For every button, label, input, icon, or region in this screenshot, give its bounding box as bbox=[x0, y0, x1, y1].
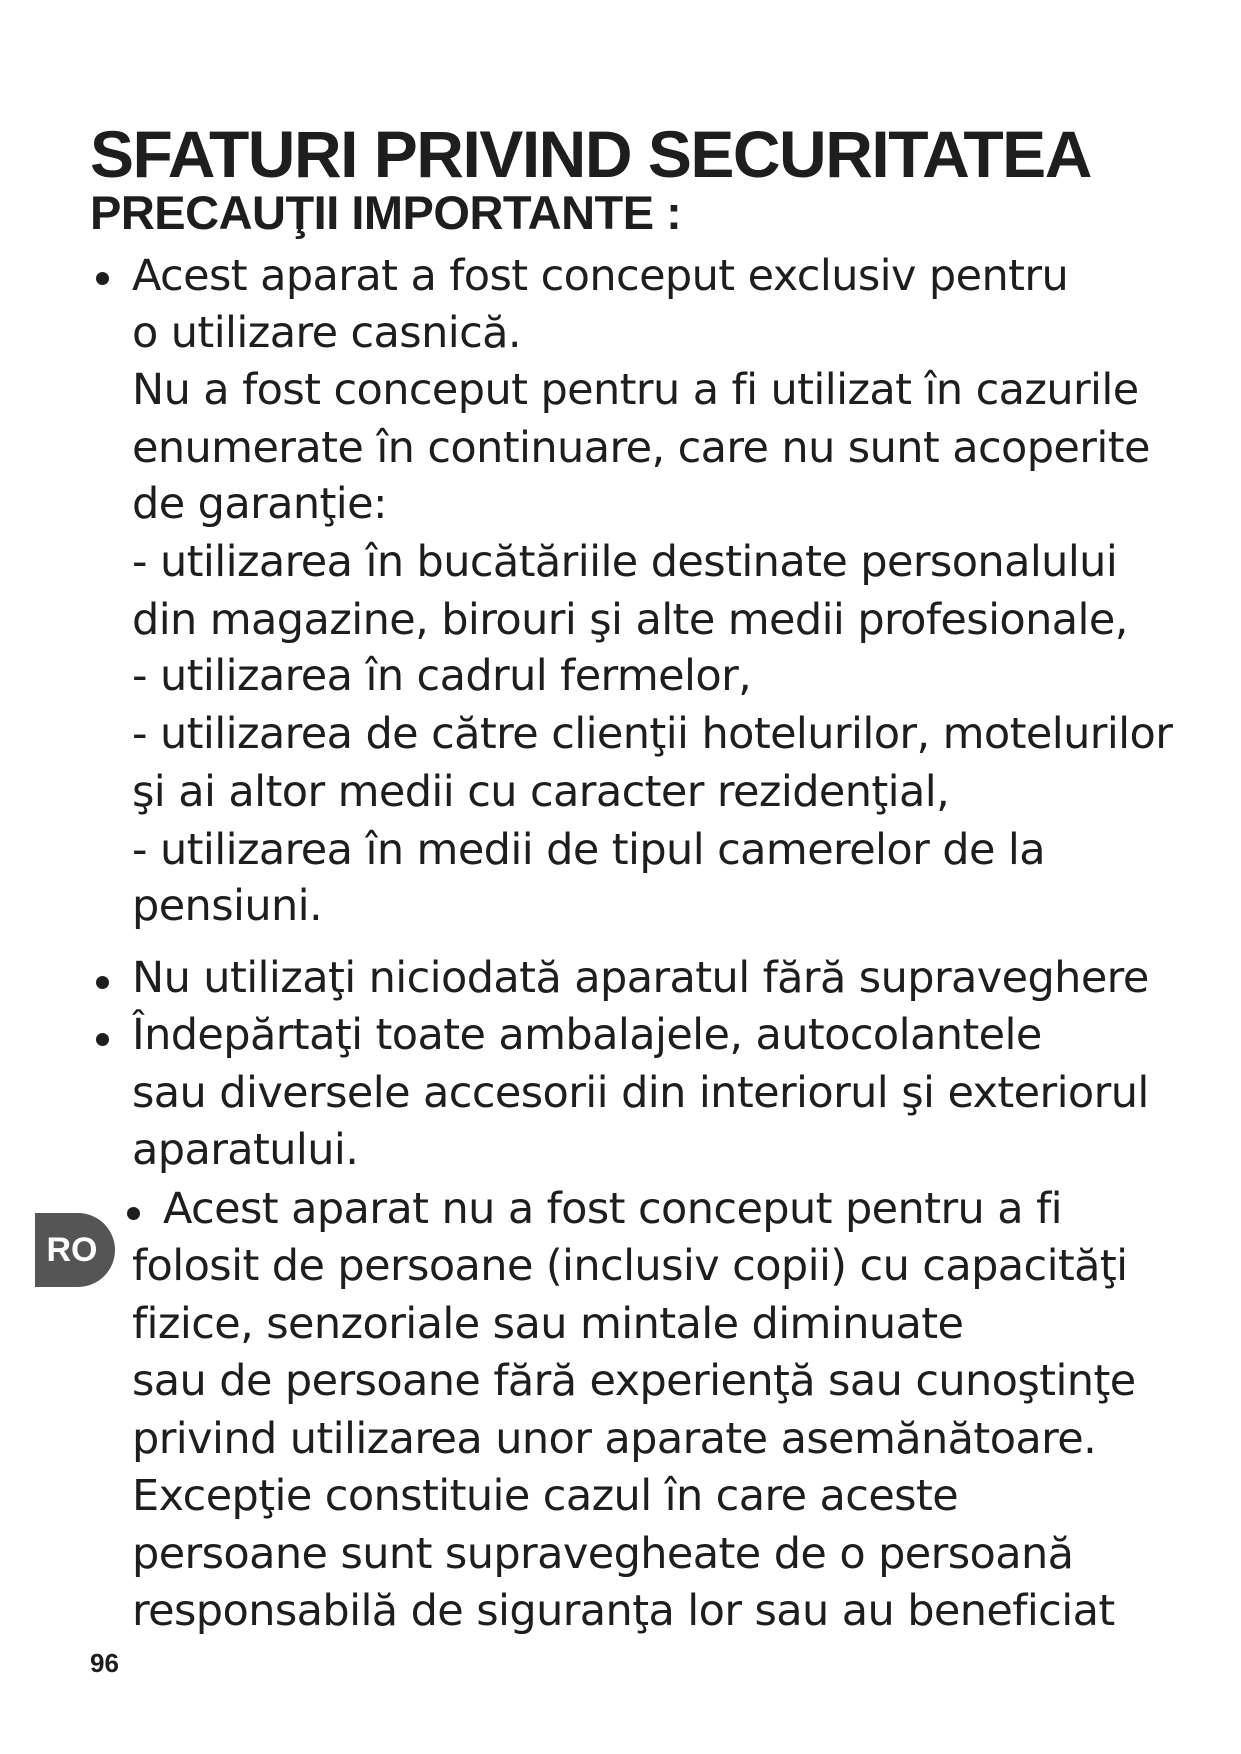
page-number: 96 bbox=[90, 1648, 119, 1678]
text-line: - utilizarea în bucătăriile destinate personalului bbox=[132, 537, 1118, 587]
text-line: din magazine, birouri şi alte medii profesionale, bbox=[132, 595, 1128, 645]
page-title: SFATURI PRIVIND SECURITATEA bbox=[90, 117, 1091, 191]
bullet-icon bbox=[96, 1033, 109, 1046]
text-line: fizice, senzoriale sau mintale diminuate bbox=[132, 1299, 964, 1349]
text-line: aparatului. bbox=[132, 1125, 359, 1175]
text-line: Nu utilizaţi niciodată aparatul fără supraveghere bbox=[132, 953, 1149, 1003]
bullet-icon bbox=[96, 976, 109, 989]
text-line: persoane sunt supravegheate de o persoană bbox=[132, 1529, 1074, 1579]
text-line: - utilizarea de către clienţii hotelurilor, motelurilor bbox=[132, 709, 1173, 759]
text-line: Îndepărtaţi toate ambalajele, autocolantele bbox=[132, 1010, 1042, 1060]
text-line: şi ai altor medii cu caracter rezidenţial, bbox=[132, 767, 950, 817]
text-line: - utilizarea în cadrul fermelor, bbox=[132, 651, 752, 701]
language-tab: RO bbox=[35, 1213, 115, 1287]
text-line: folosit de persoane (inclusiv copii) cu capacităţi bbox=[132, 1241, 1128, 1291]
text-line: de garanţie: bbox=[132, 479, 387, 529]
text-line: sau diversele accesorii din interiorul şi exteriorul bbox=[132, 1068, 1149, 1118]
text-line: o utilizare casnică. bbox=[132, 308, 521, 358]
text-line: Nu a fost conceput pentru a fi utilizat în cazurile bbox=[132, 365, 1139, 415]
text-line: pensiuni. bbox=[132, 881, 323, 931]
bullet-icon bbox=[127, 1207, 140, 1220]
text-line: Acest aparat nu a fost conceput pentru a fi bbox=[163, 1184, 1062, 1234]
text-line: sau de persoane fără experienţă sau cunoştinţe bbox=[132, 1356, 1136, 1406]
text-line: Excepţie constituie cazul în care aceste bbox=[132, 1471, 959, 1521]
text-line: - utilizarea în medii de tipul camerelor de la bbox=[132, 825, 1045, 875]
section-subtitle: PRECAUŢII IMPORTANTE : bbox=[90, 186, 682, 239]
text-line: privind utilizarea unor aparate asemănătoare. bbox=[132, 1414, 1097, 1464]
text-line: responsabilă de siguranţa lor sau au beneficiat bbox=[132, 1586, 1115, 1636]
text-line: enumerate în continuare, care nu sunt acoperite bbox=[132, 423, 1150, 473]
text-line: Acest aparat a fost conceput exclusiv pentru bbox=[132, 251, 1069, 301]
bullet-icon bbox=[96, 272, 109, 285]
